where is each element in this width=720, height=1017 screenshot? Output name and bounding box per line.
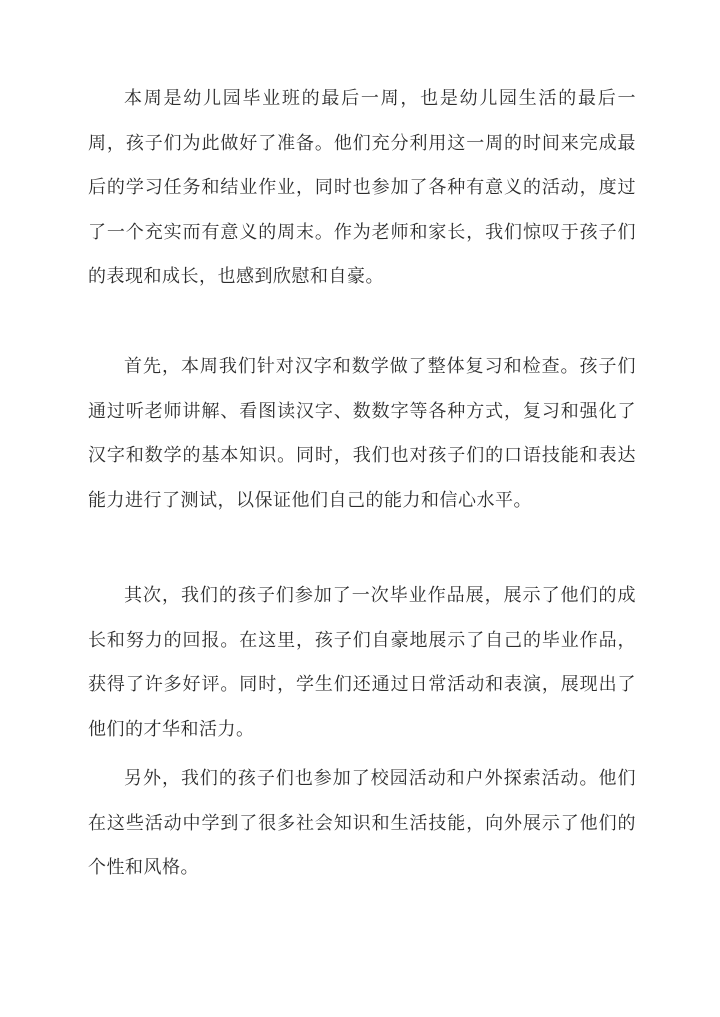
- paragraph-exhibition: 其次，我们的孩子们参加了一次毕业作品展，展示了他们的成长和努力的回报。在这里，孩子们自豪地展示了自己的毕业作品，获得了许多好评。同时，学生们还通过日常活动和表演，展现出了他们的才华和活力。: [88, 585, 636, 740]
- paragraph-intro: 本周是幼儿园毕业班的最后一周，也是幼儿园生活的最后一周，孩子们为此做好了准备。他们充分利用这一周的时间来完成最后的学习任务和结业作业，同时也参加了各种有意义的活动，度过了一个充实而有意义的周末。作为老师和家长，我们惊叹于孩子们的表现和成长，也感到欣慰和自豪。: [88, 88, 636, 287]
- paragraph-activities: 另外，我们的孩子们也参加了校园活动和户外探索活动。他们在这些活动中学到了很多社会知识和生活技能，向外展示了他们的个性和风格。: [88, 768, 636, 878]
- paragraph-review: 首先，本周我们针对汉字和数学做了整体复习和检查。孩子们通过听老师讲解、看图读汉字、数数字等各种方式，复习和强化了汉字和数学的基本知识。同时，我们也对孩子们的口语技能和表达能力进行了测试，以保证他们自己的能力和信心水平。: [88, 356, 636, 511]
